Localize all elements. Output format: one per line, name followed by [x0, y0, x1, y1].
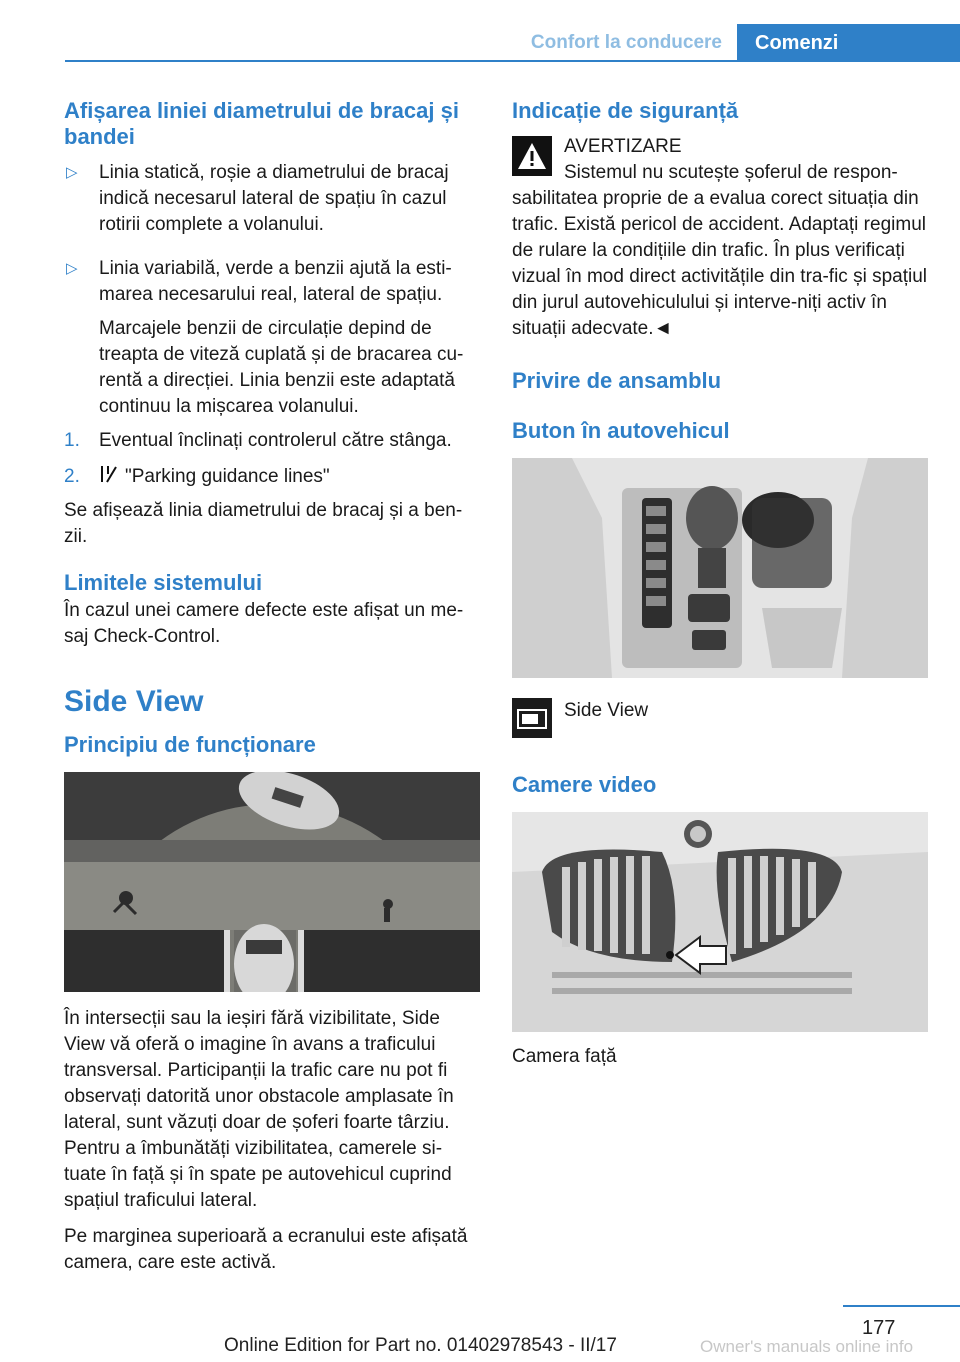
center-console-photo [512, 458, 928, 678]
parking-lines-icon [99, 464, 119, 484]
bullet-static-line: ▷ Linia statică, roșie a diametrului de bracaj indică necesarul lateral de spațiu în cazul rotirii complete a volanului. [66, 162, 449, 235]
triangle-bullet-icon: ▷ [66, 164, 78, 181]
paragraph-active-camera: Pe marginea superioară a ecranului este afișată camera, care este activă. [64, 1226, 468, 1273]
result-text: Se afișează linia diametrului de bracaj și a ben-zii. [64, 500, 463, 547]
limits-text: În cazul unei camere defecte este afișat un me-saj Check-Control. [64, 600, 464, 647]
side-view-camera-icon [512, 698, 552, 738]
step-1: 1. Eventual înclinați controlerul către stânga. [64, 430, 452, 451]
front-camera-photo [512, 812, 928, 1032]
side-view-button-legend [512, 698, 932, 738]
heading-button: Buton în autovehicul [512, 418, 730, 443]
warning-triangle-icon [512, 136, 552, 176]
right-column [512, 98, 932, 1070]
heading-cameras: Camere video [512, 772, 657, 797]
warning-first-line: Sistemul nu scutește șoferul de respon- [564, 162, 898, 183]
footer-edition: Online Edition for Part no. 01402978543 - II/17 [224, 1335, 617, 1356]
heading-overview: Privire de ansamblu [512, 368, 722, 393]
header-section-title: Confort la conducere [530, 32, 722, 53]
page-number-rule [843, 1305, 960, 1307]
step-2: 2. "Parking guidance lines" [64, 466, 330, 487]
main-title-side-view: Side View [64, 685, 204, 718]
front-camera-caption: Camera față [512, 1046, 617, 1067]
triangle-bullet-icon: ▷ [66, 260, 78, 277]
paragraph-function: În intersecții sau la ieșiri fără vizibilitate, Side View vă oferă o imagine în avans a traficului transversal. Participanții la trafic care nu pot fi observați datorită unor obstacole amplasate în lateral, sunt văzuți doar de șoferi foarte târziu. Pentru a îmbunătăți vizibilitatea, camerele si-tuate în față și în spate pe autovehicul cuprind spațiul traficului lateral. [64, 1008, 454, 1211]
heading-function-principle: Principiu de funcționare [64, 732, 316, 757]
page-number: 177 [862, 1317, 896, 1339]
heading-system-limits: Limitele sistemului [64, 570, 263, 595]
watermark: Owner's manuals online info [700, 1337, 914, 1356]
heading-turning-circle: Afișarea liniei diametrului de bracaj și bandei [64, 98, 459, 149]
warning-text: sabilitatea proprie de a evalua corect situația din trafic. Există pericol de accident. Adaptați regimul de rulare la condițiile din trafic. În plus verificați vizual în mod direct activitățile din tra-fic și spațiul din jurul autovehiculului și interve-niți activ în situații adecvate.◄ [512, 188, 927, 339]
header-active-tab: Comenzi [737, 24, 960, 62]
side-view-illustration [64, 772, 480, 992]
side-view-button-label: Side View [564, 700, 649, 721]
warning-label: AVERTIZARE [564, 136, 682, 157]
header-rule [65, 60, 960, 62]
bullet-variable-line: ▷ Linia variabilă, verde a benzii ajută la esti-marea necesarului real, lateral de spațiu. [66, 258, 452, 305]
left-column [64, 98, 484, 1276]
bullet-lane-markings: Marcajele benzii de circulație depind de treapta de viteză cuplată și de bracarea cu-rentă a direcției. Linia benzii este adaptată continuu la mișcarea volanului. [99, 318, 464, 417]
warning-block [512, 134, 932, 186]
heading-safety: Indicație de siguranță [512, 98, 739, 123]
